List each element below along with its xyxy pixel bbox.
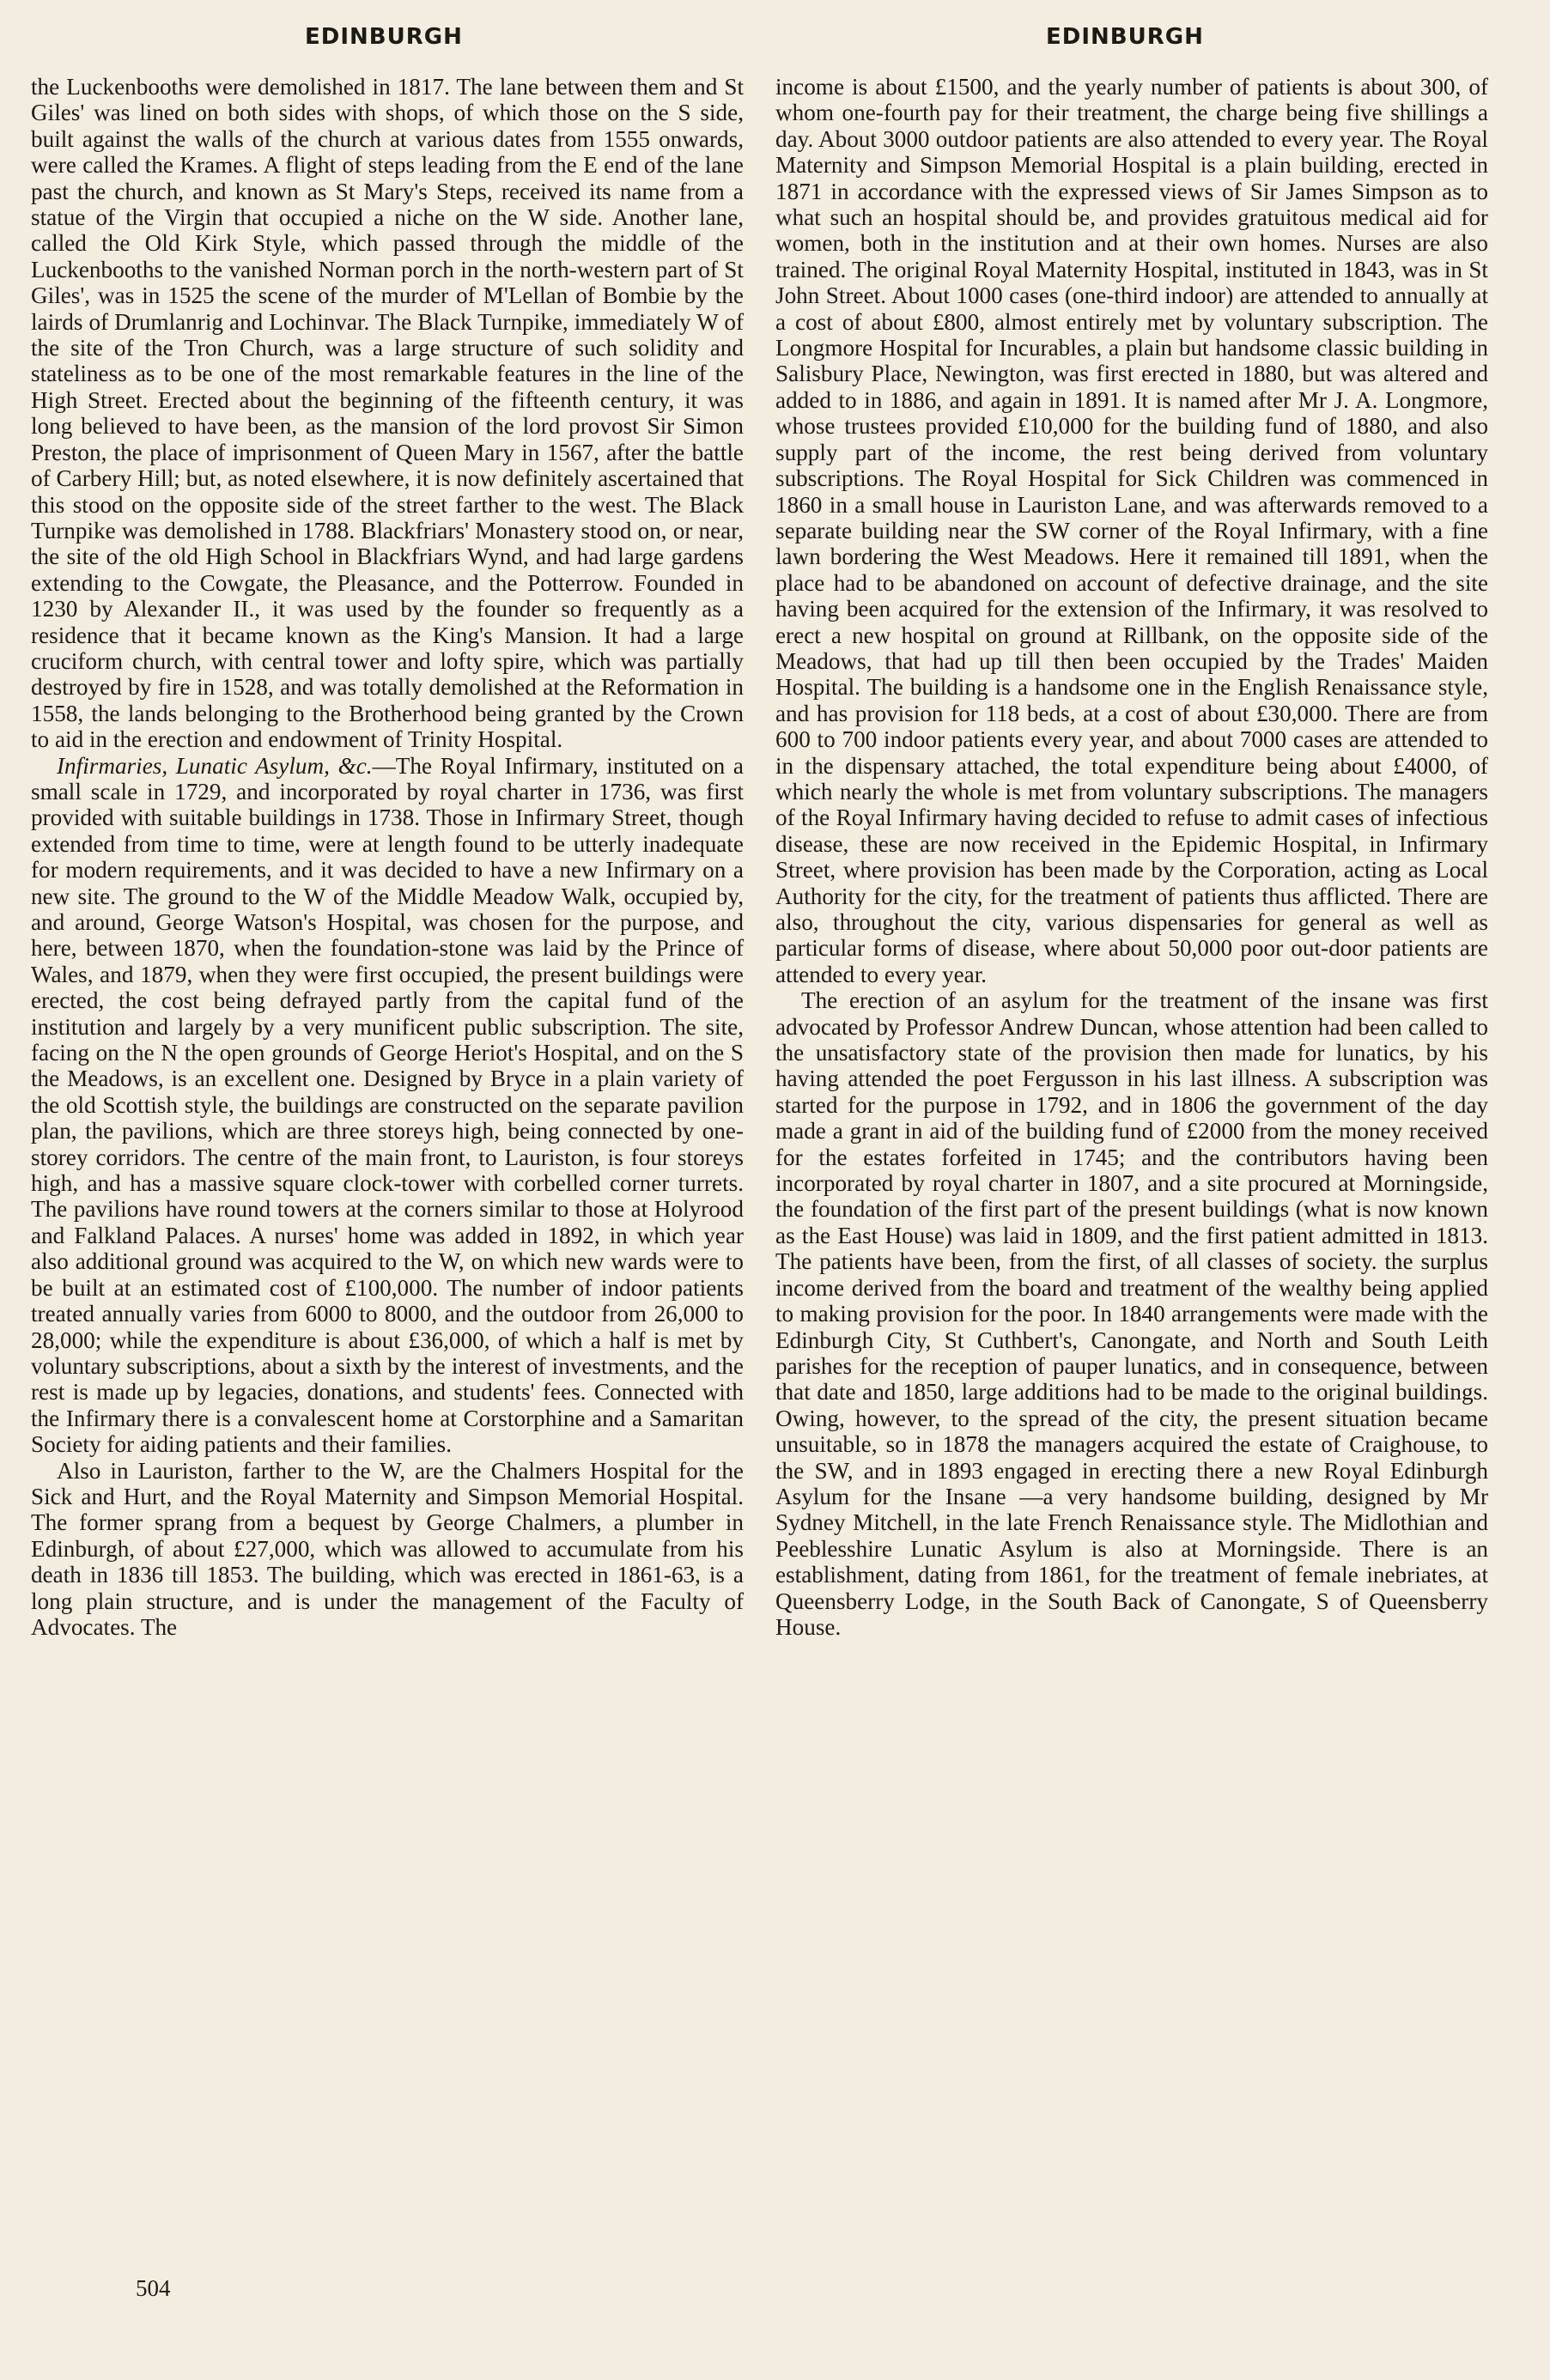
- page-number: 504: [136, 2275, 171, 2301]
- running-header-right: EDINBURGH: [1046, 24, 1204, 50]
- paragraph-luckenbooths: the Luckenbooths were demolished in 1817. The lane between them and St Giles' was lined on both sides with shops, of which those on the S side, built against the walls of the church at various dates from 1555 onwards, were called the Krames. A flight of steps leading from the E end of the lane past the church, and known as St Mary's Steps, received its name from a statue of the Virgin that occupied a niche on the W side. Another lane, called the Old Kirk Style, which passed through the middle of the Luckenbooths to the vanished Norman porch in the north-western part of St Giles', was in 1525 the scene of the murder of M'Lellan of Bombie by the lairds of Drumlanrig and Lochinvar. The Black Turnpike, immediately W of the site of the Tron Church, was a large structure of such solidity and stateliness as to be one of the most remarkable features in the line of the High Street. Erected about the beginning of the fifteenth century, it was long believed to have been, as the mansion of the lord provost Sir Simon Preston, the place of imprisonment of Queen Mary in 1567, after the battle of Carbery Hill; but, as noted elsewhere, it is now definitely ascertained that this stood on the opposite side of the street farther to the west. The Black Turnpike was demolished in 1788. Blackfriars' Monastery stood on, or near, the site of the old High School in Blackfriars Wynd, and had large gardens extending to the Cowgate, the Pleasance, and the Potterrow. Founded in 1230 by Alexander II., it was used by the founder so frequently as a residence that it became known as the King's Mansion. It had a large cruciform church, with central tower and lofty spire, which was partially destroyed by fire in 1528, and was totally demolished at the Reformation in 1558, the lands belonging to the Brotherhood being granted by the Crown to aid in the erection and endowment of Trinity Hospital.: [31, 74, 744, 753]
- right-column: [775, 74, 1488, 1640]
- left-column: [31, 74, 744, 1640]
- running-header-left: EDINBURGH: [305, 24, 463, 50]
- paragraph-lauriston: Also in Lauriston, farther to the W, are the Chalmers Hospital for the Sick and Hurt, and the Royal Maternity and Simpson Memorial Hospital. The former sprang from a bequest by George Chalmers, a plumber in Edinburgh, of about £27,000, which was allowed to accumulate from his death in 1836 till 1853. The building, which was erected in 1861-63, is a long plain structure, and is under the management of the Faculty of Advocates. The: [31, 1457, 744, 1640]
- paragraph-infirmaries: [31, 753, 744, 1458]
- section-heading-infirmaries: Infirmaries, Lunatic Asylum, &c.: [57, 752, 373, 779]
- paragraph-asylum: The erection of an asylum for the treatment of the insane was first advocated by Professor Andrew Duncan, whose attention had been called to the unsatisfactory state of the provision then made for lunatics, by his having attended the poet Fergusson in his last illness. A subscription was started for the purpose in 1792, and in 1806 the government of the day made a grant in aid of the building fund of £2000 from the money received for the estates forfeited in 1745; and the contributors having been incorporated by royal charter in 1807, and a site procured at Morningside, the foundation of the first part of the present buildings (what is now known as the East House) was laid in 1809, and the first patient admitted in 1813. The patients have been, from the first, of all classes of society. the surplus income derived from the board and treatment of the wealthy being applied to making provision for the poor. In 1840 arrangements were made with the Edinburgh City, St Cuthbert's, Canongate, and North and South Leith parishes for the reception of pauper lunatics, and in consequence, between that date and 1850, large additions had to be made to the original buildings. Owing, however, to the spread of the city, the present situation became unsuitable, so in 1878 the managers acquired the estate of Craighouse, to the SW, and in 1893 engaged in erecting there a new Royal Edinburgh Asylum for the Insane —a very handsome building, designed by Mr Sydney Mitchell, in the late French Renaissance style. The Midlothian and Peeblesshire Lunatic Asylum is also at Morningside. There is an establishment, dating from 1861, for the treatment of female inebriates, at Queensberry Lodge, in the South Back of Canongate, S of Queensberry House.: [775, 987, 1488, 1640]
- paragraph-hospitals: income is about £1500, and the yearly number of patients is about 300, of whom one-fourth pay for their treatment, the charge being five shillings a day. About 3000 outdoor patients are also attended to every year. The Royal Maternity and Simpson Memorial Hospital is a plain building, erected in 1871 in accordance with the expressed views of Sir James Simpson as to what such an hospital should be, and provides gratuitous medical aid for women, both in the institution and at their own homes. Nurses are also trained. The original Royal Maternity Hospital, instituted in 1843, was in St John Street. About 1000 cases (one-third indoor) are attended to annually at a cost of about £800, almost entirely met by voluntary subscription. The Longmore Hospital for Incurables, a plain but handsome classic building in Salisbury Place, Newington, was first erected in 1880, but was altered and added to in 1886, and again in 1891. It is named after Mr J. A. Longmore, whose trustees provided £10,000 for the building fund of 1880, and also supply part of the income, the rest being derived from voluntary subscriptions. The Royal Hospital for Sick Children was commenced in 1860 in a small house in Lauriston Lane, and was afterwards removed to a separate building near the SW corner of the Royal Infirmary, with a fine lawn bordering the West Meadows. Here it remained till 1891, when the place had to be abandoned on account of defective drainage, and the site having been acquired for the extension of the Infirmary, it was resolved to erect a new hospital on ground at Rillbank, on the opposite side of the Meadows, that had up till then been occupied by the Trades' Maiden Hospital. The building is a handsome one in the English Renaissance style, and has provision for 118 beds, at a cost of about £30,000. There are from 600 to 700 indoor patients every year, and about 7000 cases are attended to in the dispensary attached, the total expenditure being about £4000, of which nearly the whole is met from voluntary subscriptions. The managers of the Royal Infirmary having decided to refuse to admit cases of infectious disease, these are now received in the Epidemic Hospital, in Infirmary Street, where provision has been made by the Corporation, acting as Local Authority for the city, for the treatment of patients thus afflicted. There are also, throughout the city, various dispensaries for general as well as particular forms of disease, where about 50,000 poor out-door patients are attended to every year.: [775, 74, 1488, 987]
- paragraph-infirmaries-text: —The Royal Infirmary, instituted on a small scale in 1729, and incorporated by royal charter in 1736, was first provided with suitable buildings in 1738. Those in Infirmary Street, though extended from time to time, were at length found to be utterly inadequate for modern requirements, and it was decided to have a new Infirmary on a new site. The ground to the W of the Middle Meadow Walk, occupied by, and around, George Watson's Hospital, was chosen for the purpose, and here, between 1870, when the foundation-stone was laid by the Prince of Wales, and 1879, when they were first occupied, the present buildings were erected, the cost being defrayed partly from the capital fund of the institution and largely by a very munificent public subscription. The site, facing on the N the open grounds of George Heriot's Hospital, and on the S the Meadows, is an excellent one. Designed by Bryce in a plain variety of the old Scottish style, the buildings are constructed on the separate pavilion plan, the pavilions, which are three storeys high, being connected by one-storey corridors. The centre of the main front, to Lauriston, is four storeys high, and has a massive square clock-tower with corbelled corner turrets. The pavilions have round towers at the corners similar to those at Holyrood and Falkland Palaces. A nurses' home was added in 1892, in which year also additional ground was acquired to the W, on which new wards were to be built at an estimated cost of £100,000. The number of indoor patients treated annually varies from 6000 to 8000, and the outdoor from 26,000 to 28,000; while the expenditure is about £36,000, of which a half is met by voluntary subscriptions, about a sixth by the interest of investments, and the rest is made up by legacies, donations, and students' fees. Connected with the Infirmary there is a convalescent home at Corstorphine and a Samaritan Society for aiding patients and their families.: [31, 752, 744, 1458]
